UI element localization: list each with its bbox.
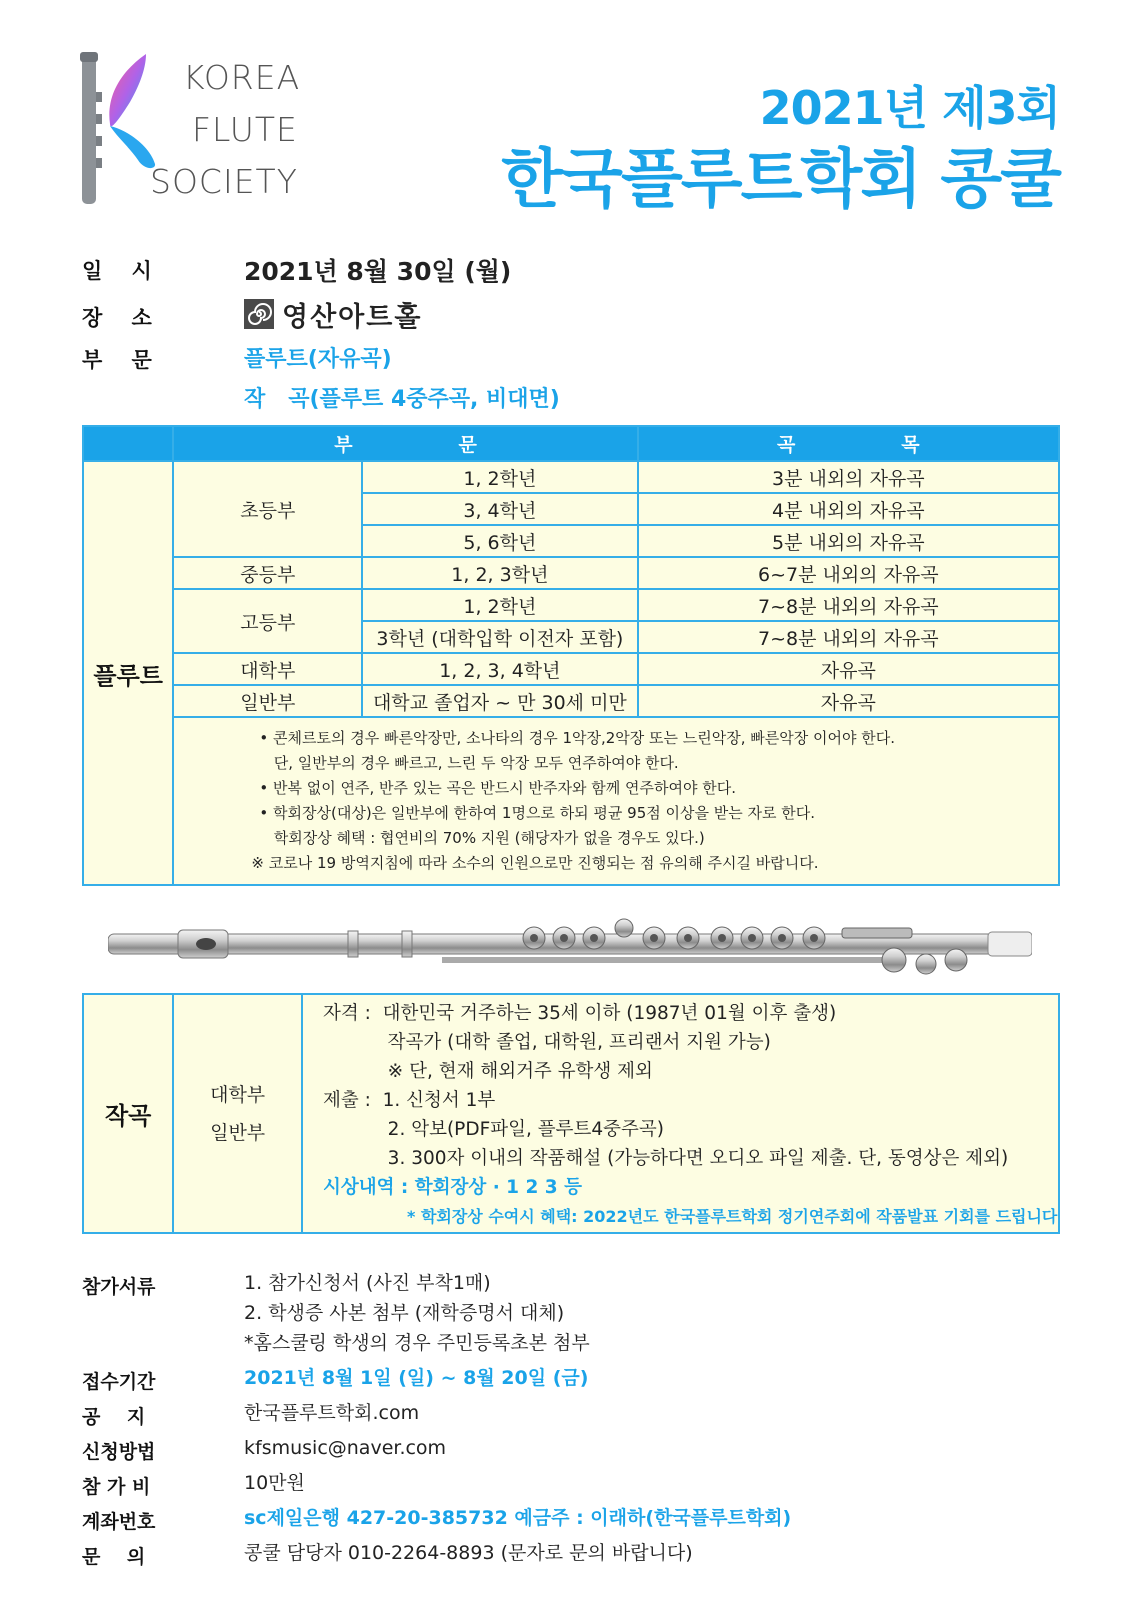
group-elementary: 초등부 bbox=[173, 461, 362, 557]
flute-competition-table bbox=[82, 425, 1060, 886]
category-composition: 작 곡(플루트 4중주곡, 비대면) bbox=[244, 387, 560, 412]
grade-cell: 1, 2학년 bbox=[362, 461, 638, 493]
note-line: • 반복 없이 연주, 반주 있는 곡은 반드시 반주자와 함께 연주하여야 한다. bbox=[259, 779, 736, 797]
piece-cell: 3분 내외의 자유곡 bbox=[638, 461, 1059, 493]
grade-cell: 1, 2학년 bbox=[362, 589, 638, 621]
documents-label: 참가서류 bbox=[82, 1276, 156, 1298]
group-middle: 중등부 bbox=[173, 557, 362, 589]
piece-cell: 7~8분 내외의 자유곡 bbox=[638, 621, 1059, 653]
date-value: 2021년 8월 30일 (월) bbox=[244, 257, 512, 286]
note-line: • 학회장상(대상)은 일반부에 한하여 1명으로 하되 평균 95점 이상을 받는 자로 한다. bbox=[259, 804, 816, 822]
grade-cell: 1, 2, 3, 4학년 bbox=[362, 653, 638, 685]
submission-line: 2. 악보(PDF파일, 플루트4중주곡) bbox=[323, 1119, 664, 1140]
piece-cell: 4분 내외의 자유곡 bbox=[638, 493, 1059, 525]
composition-table bbox=[82, 993, 1060, 1234]
qualification-line: 작곡가 (대학 졸업, 대학원, 프리랜서 지원 가능) bbox=[323, 1032, 771, 1053]
grade-cell: 5, 6학년 bbox=[362, 525, 638, 557]
flute-k-logo-icon bbox=[80, 52, 160, 207]
venue bbox=[244, 296, 422, 332]
award-line: 시상내역 : 학회장상 · 1 2 3 등 bbox=[323, 1177, 582, 1198]
header-piece: 곡 목 bbox=[638, 426, 1059, 461]
category-label: 부 문 bbox=[82, 348, 152, 372]
note-line: ※ 코로나 19 방역지침에 따라 소수의 인원으로만 진행되는 점 유의해 주시길 바랍니다. bbox=[251, 854, 819, 872]
piece-cell: 6~7분 내외의 자유곡 bbox=[638, 557, 1059, 589]
notes-row bbox=[83, 717, 1059, 885]
header-blank bbox=[83, 426, 173, 461]
header-division: 부 문 bbox=[173, 426, 637, 461]
logo-line-korea: KOREA bbox=[183, 58, 301, 97]
table-row bbox=[83, 461, 1059, 493]
documents-item: *홈스쿨링 학생의 경우 주민등록초본 첨부 bbox=[244, 1332, 590, 1354]
grade-cell: 3학년 (대학입학 이전자 포함) bbox=[362, 621, 638, 653]
logo-line-flute: FLUTE bbox=[192, 110, 298, 149]
fee-value: 10만원 bbox=[244, 1472, 305, 1494]
group-general: 일반부 bbox=[210, 1121, 266, 1144]
logo bbox=[80, 52, 320, 207]
table-row bbox=[83, 685, 1059, 717]
apply-method-label: 신청방법 bbox=[82, 1441, 156, 1463]
group-university: 대학부 bbox=[173, 653, 362, 685]
grade-cell: 대학교 졸업자 ~ 만 30세 미만 bbox=[362, 685, 638, 717]
group-high: 고등부 bbox=[173, 589, 362, 653]
piece-cell: 자유곡 bbox=[638, 685, 1059, 717]
flute-image bbox=[108, 912, 1032, 984]
grade-cell: 1, 2, 3학년 bbox=[362, 557, 638, 589]
qualification-line: 자격 : 대한민국 거주하는 35세 이하 (1987년 01월 이후 출생) bbox=[323, 1003, 837, 1024]
qualification-line: ※ 단, 현재 해외거주 유학생 제외 bbox=[323, 1061, 653, 1082]
venue-spiral-icon bbox=[244, 299, 274, 329]
benefit-line: * 학회장상 수여시 혜택: 2022년도 한국플루트학회 정기연주회에 작품발표 기회를 드립니다 bbox=[407, 1207, 1058, 1226]
grade-cell: 3, 4학년 bbox=[362, 493, 638, 525]
notice-label: 공 지 bbox=[82, 1406, 146, 1428]
documents-item: 1. 참가신청서 (사진 부착1매) bbox=[244, 1272, 491, 1294]
documents-item: 2. 학생증 사본 첨부 (재학증명서 대체) bbox=[244, 1302, 565, 1324]
period-value: 2021년 8월 1일 (일) ~ 8월 20일 (금) bbox=[244, 1367, 589, 1389]
table-row bbox=[83, 589, 1059, 621]
contact-label: 문 의 bbox=[82, 1546, 146, 1568]
apply-email-link[interactable]: kfsmusic@naver.com bbox=[244, 1437, 447, 1459]
table-header-row bbox=[83, 426, 1059, 461]
composition-category-cell: 작곡 bbox=[83, 994, 173, 1233]
note-line: • 콘체르토의 경우 빠른악장만, 소나타의 경우 1악장,2악장 또는 느린악장, 빠른악장 이어야 한다. bbox=[259, 729, 896, 747]
account-label: 계좌번호 bbox=[82, 1511, 156, 1533]
venue-label: 장 소 bbox=[82, 306, 152, 330]
category-flute: 플루트(자유곡) bbox=[244, 347, 392, 372]
composition-groups-cell bbox=[173, 994, 302, 1233]
page-title: 한국플루트학회 콩쿨 bbox=[501, 143, 1060, 217]
note-line: 단, 일반부의 경우 빠르고, 느린 두 악장 모두 연주하여야 한다. bbox=[259, 754, 679, 772]
fee-label: 참 가 비 bbox=[82, 1476, 151, 1498]
table-row bbox=[83, 653, 1059, 685]
logo-line-society: SOCIETY bbox=[150, 162, 298, 201]
composition-details-cell bbox=[302, 994, 1059, 1233]
submission-line: 3. 300자 이내의 작품해설 (가능하다면 오디오 파일 제출. 단, 동영상은 제외) bbox=[323, 1148, 1009, 1169]
note-line: 학회장상 혜택 : 협연비의 70% 지원 (해당자가 없을 경우도 있다.) bbox=[259, 829, 705, 847]
title-year-edition: 2021년 제3회 bbox=[759, 81, 1060, 135]
piece-cell: 5분 내외의 자유곡 bbox=[638, 525, 1059, 557]
piece-cell: 7~8분 내외의 자유곡 bbox=[638, 589, 1059, 621]
notice-link[interactable]: 한국플루트학회.com bbox=[244, 1402, 420, 1424]
table-row bbox=[83, 557, 1059, 589]
submission-line: 제출 : 1. 신청서 1부 bbox=[323, 1090, 496, 1111]
date-label: 일 시 bbox=[82, 259, 152, 283]
contact-value: 콩쿨 담당자 010-2264-8893 (문자로 문의 바랍니다) bbox=[244, 1542, 693, 1564]
notes-cell bbox=[173, 717, 1059, 885]
period-label: 접수기간 bbox=[82, 1371, 156, 1393]
documents-values bbox=[244, 1268, 590, 1358]
piece-cell: 자유곡 bbox=[638, 653, 1059, 685]
group-general: 일반부 bbox=[173, 685, 362, 717]
table-row bbox=[83, 994, 1059, 1233]
group-university: 대학부 bbox=[210, 1083, 266, 1106]
venue-value: 영산아트홀 bbox=[282, 301, 423, 333]
flute-category-cell: 플루트 bbox=[83, 461, 173, 885]
account-value: sc제일은행 427-20-385732 예금주 : 이래하(한국플루트학회) bbox=[244, 1507, 792, 1529]
